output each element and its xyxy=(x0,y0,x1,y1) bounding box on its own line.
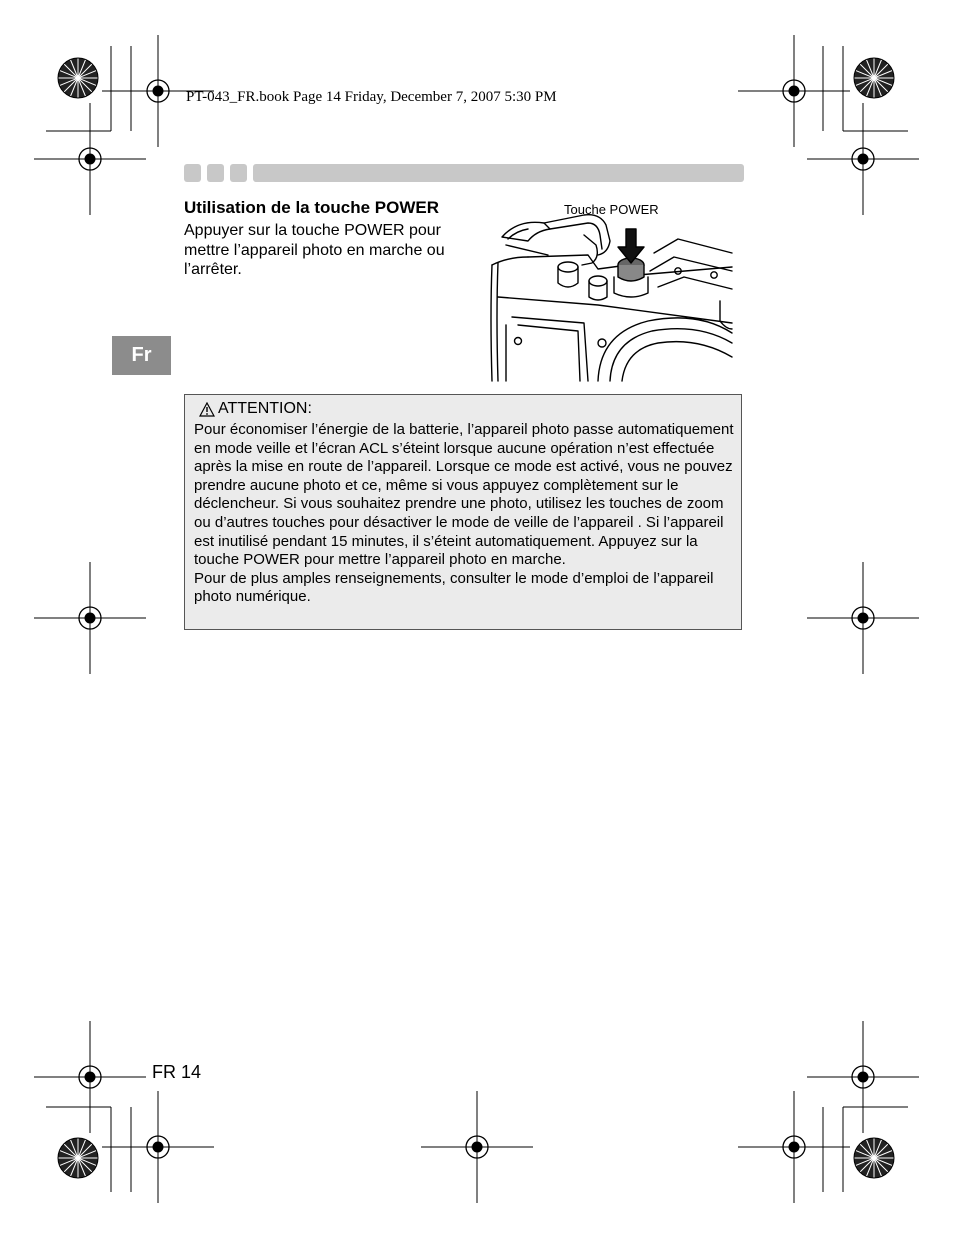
figure-label: Touche POWER xyxy=(564,202,659,217)
attention-title-text: ATTENTION: xyxy=(218,400,312,417)
attention-paragraph: Pour économiser l’énergie de la batterie, l’appareil photo passe automatiquement en mode veille et l’écran ACL s’éteint lorsque aucune opération n’est effectuée après la mise en route de l’appareil. Lorsque ce mode est activé, vous ne pouvez prendre aucune photo et ce, même si vous appuyez complètement sur le déclencheur. Si vous souhaitez prendre une photo, utilisez les touches de zoom ou d’autres touches pour désactiver le mode de veille de l’appareil . Si l’appareil est inutilisé pendant 15 minutes, il s’éteint automatiquement. Appuyez sur la touche POWER pour mettre l’appareil photo en marche. xyxy=(194,421,734,569)
section-body: Appuyer sur la touche POWER pour mettre l’appareil photo en marche ou l’arrêter. xyxy=(184,222,445,278)
section-bar-square xyxy=(207,164,224,182)
attention-box xyxy=(184,394,742,630)
section-bar-square xyxy=(184,164,201,182)
camera-power-button-illustration xyxy=(488,205,734,383)
book-info-header: PT-043_FR.book Page 14 Friday, December 7, 2007 5:30 PM xyxy=(186,89,557,105)
attention-paragraph: Pour de plus amples renseignements, consulter le mode d’emploi de l’appareil photo numérique. xyxy=(194,569,714,606)
page-number: FR 14 xyxy=(152,1062,202,1082)
attention-title xyxy=(199,400,312,418)
attention-text xyxy=(194,421,739,607)
warning-triangle-icon xyxy=(199,402,215,417)
section-bar-square xyxy=(230,164,247,182)
section-title: Utilisation de la touche POWER xyxy=(184,198,440,217)
language-tab: Fr xyxy=(112,336,171,375)
section-bar-long xyxy=(253,164,744,182)
